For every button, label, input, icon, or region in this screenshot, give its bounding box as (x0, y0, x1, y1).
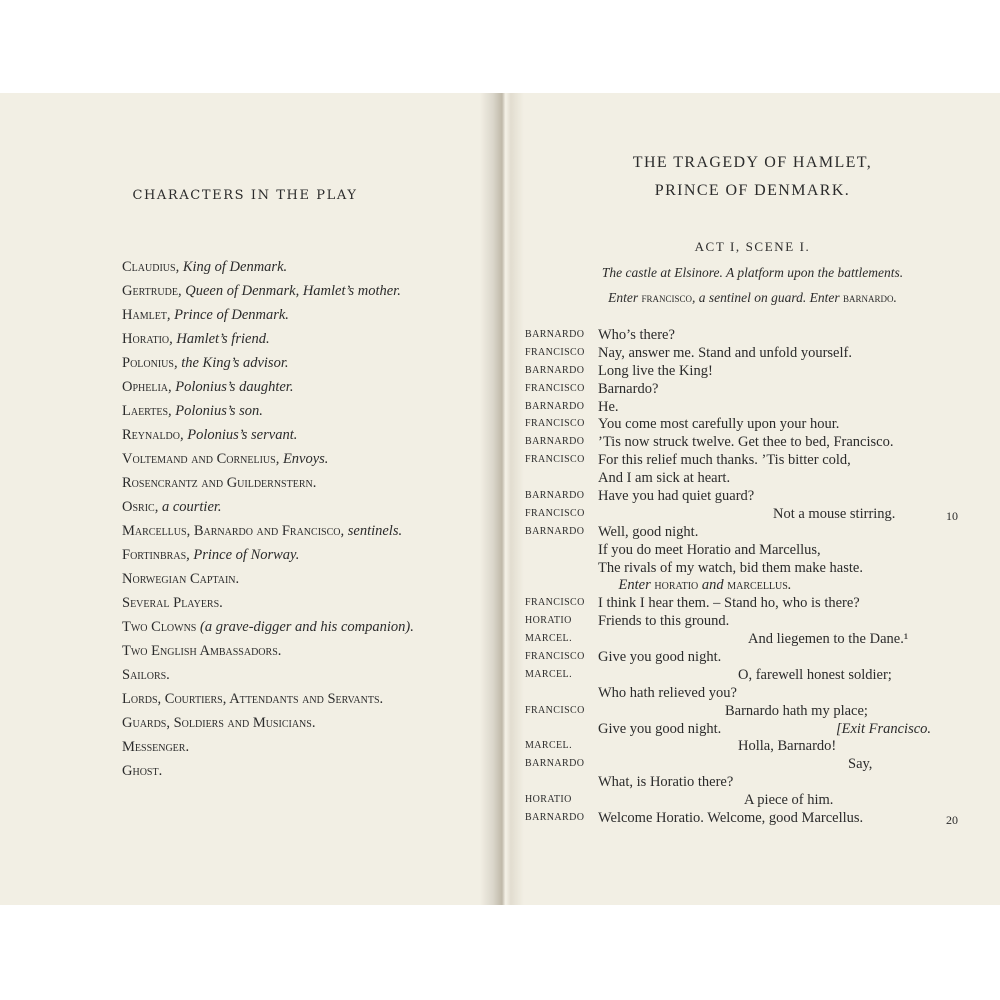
verse-words: A piece of him. (744, 792, 834, 809)
verse-words: The rivals of my watch, bid them make haste. (598, 559, 863, 576)
verse-words: If you do meet Horatio and Marcellus, (598, 541, 821, 558)
speaker-name: FRANCISCO (525, 651, 585, 663)
verse-text (598, 327, 675, 344)
act-scene-heading: ACT I, SCENE I. (694, 239, 811, 254)
speaker-name: MARCEL. (525, 668, 572, 680)
speaker-name: BARNARDO (525, 364, 585, 376)
verse-words: You come most carefully upon your hour. (598, 416, 840, 433)
stage-direction-line (525, 577, 995, 595)
speaker-name: FRANCISCO (525, 454, 585, 466)
speaker-name: FRANCISCO (525, 382, 585, 394)
stage-direction-part: horatio (654, 577, 699, 594)
dialogue-line (525, 470, 995, 488)
verse-text (598, 685, 737, 702)
verse-words: Who hath relieved you? (598, 684, 737, 701)
verse-text (598, 649, 721, 666)
entrance-mid: , a sentinel on guard. Enter (692, 290, 843, 305)
character-name: Lords, Courtiers, Attendants and Servants. (122, 691, 384, 707)
speaker-name: FRANCISCO (525, 346, 585, 358)
character-entry (122, 279, 414, 303)
character-entry (122, 567, 414, 591)
character-name: Guards, Soldiers and Musicians. (122, 715, 316, 731)
verse-text (738, 667, 892, 684)
verse-words: What, is Horatio there? (598, 774, 734, 791)
speaker-name: FRANCISCO (525, 704, 585, 716)
verse-words: And I am sick at heart. (598, 470, 731, 487)
entrance-direction (505, 290, 1000, 306)
verse-text (598, 363, 713, 380)
speaker-name: BARNARDO (525, 329, 585, 340)
verse-words: Welcome Horatio. Welcome, good Marcellus. (598, 810, 864, 827)
verse-text (598, 381, 658, 398)
dialogue-line (525, 524, 995, 542)
verse-words: For this relief much thanks. ’Tis bitter cold, (598, 452, 851, 469)
stage-direction-part: Enter (618, 577, 655, 594)
character-description: , Prince of Norway. (186, 547, 300, 563)
dialogue-line (525, 774, 995, 792)
character-description: (a grave-digger and his companion). (196, 619, 414, 635)
dialogue-line (525, 667, 995, 685)
character-entry (122, 495, 414, 519)
dialogue-line (525, 703, 995, 721)
verse-words: Give you good night. (598, 720, 722, 737)
verse-text (598, 452, 851, 469)
verse-text (598, 488, 754, 505)
dialogue-line (525, 488, 995, 506)
verse-text (598, 470, 730, 487)
dialogue-line (525, 560, 995, 578)
character-name: Claudius (122, 259, 176, 275)
right-page (505, 93, 1000, 905)
character-description: , Envoys. (275, 451, 329, 467)
character-name: Polonius (122, 355, 174, 371)
verse-words: He. (598, 398, 619, 415)
entrance-post: . (893, 290, 897, 305)
character-entry (122, 327, 414, 351)
character-entry (122, 351, 414, 375)
character-entry (122, 663, 414, 687)
open-book (0, 93, 1000, 905)
character-description: , Prince of Denmark. (166, 307, 289, 323)
dialogue-line (525, 738, 995, 756)
character-name: Several Players. (122, 595, 223, 611)
dialogue-line (525, 685, 995, 703)
verse-words: ’Tis now struck twelve. Get thee to bed, Francisco. (598, 434, 894, 451)
speaker-name: BARNARDO (525, 758, 585, 770)
verse-words: Long live the King! (598, 362, 713, 379)
dialogue-line (525, 649, 995, 667)
verse-text (598, 434, 893, 451)
speaker-name: BARNARDO (525, 525, 585, 537)
exit-direction: [Exit Francisco. (836, 720, 932, 737)
verse-words: Barnardo? (598, 380, 659, 397)
character-entry (122, 399, 414, 423)
verse-words: And liegemen to the Dane.¹ (748, 631, 909, 648)
character-entry (122, 711, 414, 735)
character-name: Rosencrantz and Guildernstern. (122, 475, 317, 491)
verse-text (848, 756, 872, 773)
dialogue-line (525, 399, 995, 417)
character-description: , the King’s advisor. (173, 355, 289, 371)
character-name: Norwegian Captain. (122, 571, 240, 587)
character-entry (122, 735, 414, 759)
character-description: , Polonius’s daughter. (168, 379, 294, 395)
dialogue-line (525, 721, 995, 739)
verse-words: I think I hear them. – Stand ho, who is there? (598, 595, 860, 612)
verse-text (598, 560, 863, 577)
speaker-name: BARNARDO (525, 812, 585, 824)
dialogue-line (525, 595, 995, 613)
character-description: , Polonius’s servant. (180, 427, 298, 443)
character-name: Hamlet (122, 307, 167, 323)
verse-text (748, 631, 908, 648)
speaker-name: BARNARDO (525, 436, 585, 448)
verse-words: Not a mouse stirring. (773, 505, 896, 522)
entrance-pre: Enter (608, 290, 642, 305)
character-entry (122, 615, 414, 639)
stage-direction-part: . (787, 577, 792, 594)
character-entry (122, 687, 414, 711)
character-name: Horatio (122, 331, 170, 347)
stage-direction-part: and (698, 577, 728, 594)
character-name: Laertes (122, 403, 169, 419)
verse-text (598, 774, 733, 791)
line-number: 10 (946, 508, 958, 523)
dialogue-line (525, 363, 995, 381)
dialogue-line (525, 345, 995, 363)
scene-setting: The castle at Elsinore. A platform upon the battlements. (601, 265, 904, 280)
character-description: , Queen of Denmark, Hamlet’s mother. (177, 283, 401, 299)
stage-direction (525, 577, 885, 594)
characters-heading: CHARACTERS IN THE PLAY (132, 188, 358, 203)
character-name: Two English Ambassadors. (122, 643, 282, 659)
verse-text (598, 613, 729, 630)
speaker-name: HORATIO (525, 794, 572, 806)
character-description: , King of Denmark. (175, 259, 288, 275)
character-name: Voltemand and Cornelius (122, 451, 276, 467)
dialogue-line (525, 631, 995, 649)
dialogue-line (525, 327, 995, 345)
verse-text (773, 506, 895, 523)
speaker-name: HORATIO (525, 615, 572, 627)
speaker-name: FRANCISCO (525, 507, 585, 519)
verse-text (598, 524, 698, 541)
verse-words: O, farewell honest soldier; (738, 666, 892, 683)
play-title-line-1: THE TRAGEDY OF HAMLET, (632, 154, 873, 171)
character-entry (122, 255, 414, 279)
speaker-name: MARCEL. (525, 633, 572, 645)
verse-words: Give you good night. (598, 649, 722, 666)
verse-words: Who’s there? (598, 327, 675, 343)
line-number: 20 (946, 813, 958, 828)
verse-words: Have you had quiet guard? (598, 488, 755, 505)
character-name: Osric (122, 499, 155, 515)
character-description: , Polonius’s son. (168, 403, 263, 419)
verse-text (598, 416, 839, 433)
character-name: Gertrude (122, 283, 178, 299)
dialogue-line (525, 810, 995, 828)
character-entry (122, 447, 414, 471)
character-name: Reynaldo (122, 427, 180, 443)
play-title-line-2: PRINCE OF DENMARK. (654, 182, 851, 199)
verse-text (738, 738, 836, 755)
verse-text (598, 595, 860, 612)
character-entry (122, 543, 414, 567)
stage-direction-part: marcellus (727, 577, 788, 594)
dialogue-line (525, 756, 995, 774)
character-name: Ophelia (122, 379, 169, 395)
verse-words: Friends to this ground. (598, 613, 730, 630)
speaker-name: FRANCISCO (525, 418, 585, 430)
verse-text (725, 703, 868, 720)
speaker-name: BARNARDO (525, 400, 585, 412)
character-name: Messenger. (122, 739, 190, 755)
verse-words: Well, good night. (598, 523, 699, 540)
character-entry (122, 591, 414, 615)
verse-words: Barnardo hath my place; (725, 702, 868, 719)
speaker-name: FRANCISCO (525, 597, 585, 609)
verse-text (598, 720, 932, 738)
verse-text (598, 399, 619, 416)
character-entry (122, 375, 414, 399)
dialogue-line (525, 452, 995, 470)
speaker-name: MARCEL. (525, 740, 572, 752)
dialogue-line (525, 792, 995, 810)
entrance-name-2: barnardo (843, 290, 894, 305)
character-name: Fortinbras (122, 547, 187, 563)
character-name: Ghost. (122, 763, 163, 779)
dialogue-line (525, 506, 995, 524)
character-list (122, 255, 414, 783)
dialogue-line (525, 434, 995, 452)
character-name: Two Clowns (122, 619, 197, 635)
dialogue-line (525, 381, 995, 399)
entrance-name-1: francisco (641, 290, 692, 305)
character-name: Marcellus, Barnardo and Francisco (122, 523, 341, 539)
dialogue (525, 327, 995, 828)
left-page (0, 93, 490, 905)
verse-text (598, 542, 821, 559)
verse-words: Say, (848, 756, 873, 773)
character-entry (122, 639, 414, 663)
character-entry (122, 303, 414, 327)
dialogue-line (525, 416, 995, 434)
character-name: Sailors. (122, 667, 170, 683)
character-entry (122, 471, 414, 495)
dialogue-line (525, 613, 995, 631)
character-entry (122, 759, 414, 783)
verse-words: Nay, answer me. Stand and unfold yourself. (598, 344, 852, 361)
character-description: , Hamlet’s friend. (169, 331, 270, 347)
verse-text (598, 810, 863, 827)
character-entry (122, 519, 414, 543)
verse-text (598, 345, 852, 362)
verse-text (744, 792, 833, 809)
speaker-name: BARNARDO (525, 490, 585, 502)
character-description: , a courtier. (154, 499, 222, 515)
character-entry (122, 423, 414, 447)
character-description: , sentinels. (340, 523, 403, 539)
verse-words: Holla, Barnardo! (738, 738, 837, 755)
dialogue-line (525, 542, 995, 560)
